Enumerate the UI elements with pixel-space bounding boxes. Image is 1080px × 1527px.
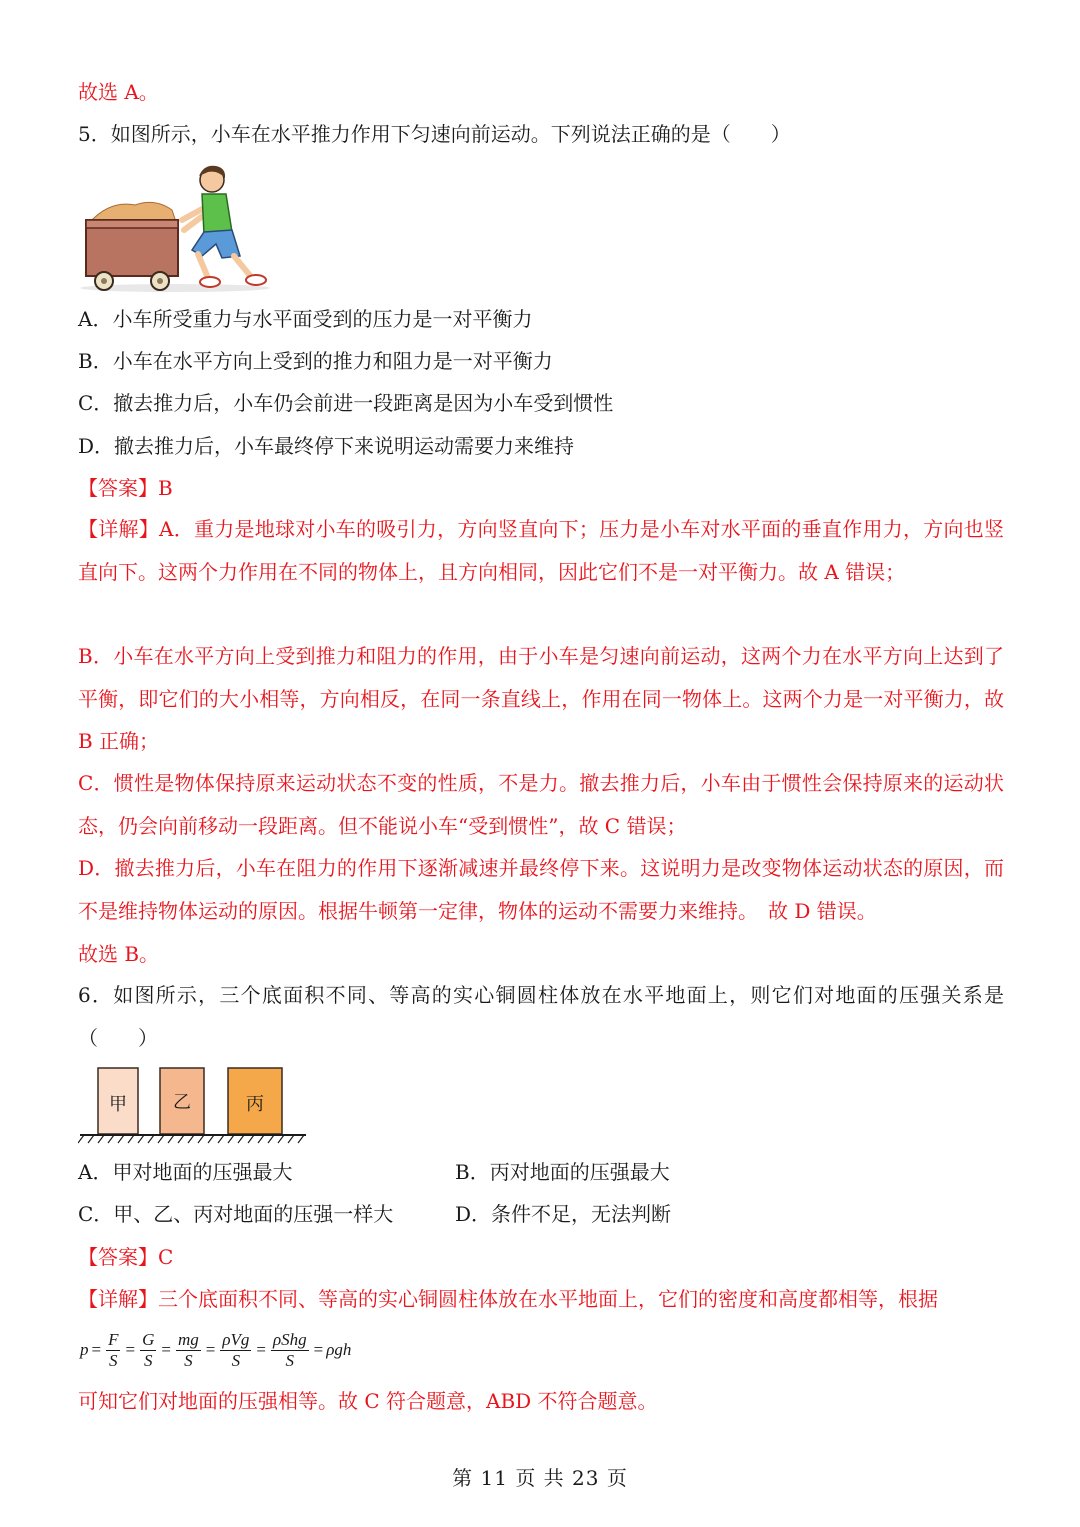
formula-rho-vg: ρVg [222,1329,250,1349]
q5-answer: 【答案】B [78,476,173,500]
formula-frac-mg-s [176,1330,201,1371]
q6-option-c: C．甲、乙、丙对地面的压强一样大 [78,1202,394,1226]
block-jia-label: 甲 [109,1094,127,1115]
q6-option-d: D．条件不足，无法判断 [455,1202,672,1226]
q5-option-c: C．撤去推力后，小车仍会前进一段距离是因为小车受到惯性 [78,391,614,415]
q5-detail-b: B．小车在水平方向上受到推力和阻力的作用，由于小车是匀速向前运动，这两个力在水平方向上达到了平衡，即它们的大小相等，方向相反，在同一条直线上，作用在同一物体上。这两个力是一对平衡力，故 B 正确； [78,644,1004,753]
q5-conclusion: 故选 B。 [78,942,160,966]
q5-detail-a-text: A．重力是地球对小车的吸引力，方向竖直向下；压力是小车对水平面的垂直作用力，方向也竖直向下。这两个力作用在不同的物体上，且方向相同，因此它们不是一对平衡力。故 A 错误； [78,517,1004,584]
formula-frac-g-s [140,1330,156,1371]
q6-answer: 【答案】C [78,1245,174,1269]
formula-g: G [142,1329,155,1349]
formula-frac-vg-s [220,1330,251,1371]
formula-frac-shg-s [271,1330,309,1371]
q6-detail-label: 【详解】 [78,1287,158,1311]
q5-detail-d: D．撤去推力后，小车在阻力的作用下逐渐减速并最终停下来。这说明力是改变物体运动状态的原因，而不是维持物体运动的原因。根据牛顿第一定律，物体的运动不需要力来维持。 故 D 错误。 [78,856,1004,923]
question-5-stem: 5．如图所示，小车在水平推力作用下匀速向前运动。下列说法正确的是（ ） [78,122,791,146]
boy-pushing-cart-figure [80,160,280,295]
formula-mg: mg [177,1329,199,1349]
q5-option-a: A．小车所受重力与水平面受到的压力是一对平衡力 [78,307,533,331]
q6-conclusion: 可知它们对地面的压强相等。故 C 符合题意，ABD 不符合题意。 [78,1389,658,1413]
q6-option-a: A．甲对地面的压强最大 [78,1160,293,1184]
formula-rho-shg: ρShg [272,1329,307,1349]
formula-s4: S [231,1350,241,1370]
q6-detail-text: 三个底面积不同、等高的实心铜圆柱体放在水平地面上，它们的密度和高度都相等，根据 [158,1287,938,1311]
block-yi-label: 乙 [173,1092,191,1113]
pressure-formula: p = $\frac{F}{S}$ = $\frac{G}{S}$ = $\frac{mg}{S}$ = $\frac{\text{ρVg}}{S}$ = $\frac{\text{ρShg}}{S}$ = ρgh [80,1329,352,1370]
formula-s3: S [184,1350,193,1370]
formula-s2: S [143,1350,153,1370]
q5-detail-a [78,508,1004,593]
formula-frac-f-s [106,1330,120,1371]
q5-detail-c: C．惯性是物体保持原来运动状态不变的性质，不是力。撤去推力后，小车由于惯性会保持原来的运动状态，仍会向前移动一段距离。但不能说小车“受到惯性”，故 C 错误； [78,771,1004,838]
q5-option-d: D．撤去推力后，小车最终停下来说明运动需要力来维持 [78,434,575,458]
q6-detail [78,1285,938,1313]
formula-s1: S [109,1350,118,1370]
q6-option-b: B．丙对地面的压强最大 [455,1160,670,1184]
formula-f: F [108,1329,119,1349]
q5-option-b: B．小车在水平方向上受到的推力和阻力是一对平衡力 [78,349,553,373]
previous-conclusion: 故选 A。 [78,80,159,104]
ground-hatching [78,1135,304,1143]
three-cylinders-figure [78,1062,308,1146]
block-bing-label: 丙 [246,1094,264,1115]
formula-p: p [80,1340,89,1359]
question-6-stem: 6．如图所示，三个底面积不同、等高的实心铜圆柱体放在水平地面上，则它们对地面的压强关系是（ ） [78,983,1004,1050]
formula-result: ρgh [326,1340,352,1359]
formula-s5: S [285,1350,295,1370]
page-footer: 第 11 页 共 23 页 [452,1466,628,1490]
q5-detail-label: 【详解】 [78,517,160,541]
